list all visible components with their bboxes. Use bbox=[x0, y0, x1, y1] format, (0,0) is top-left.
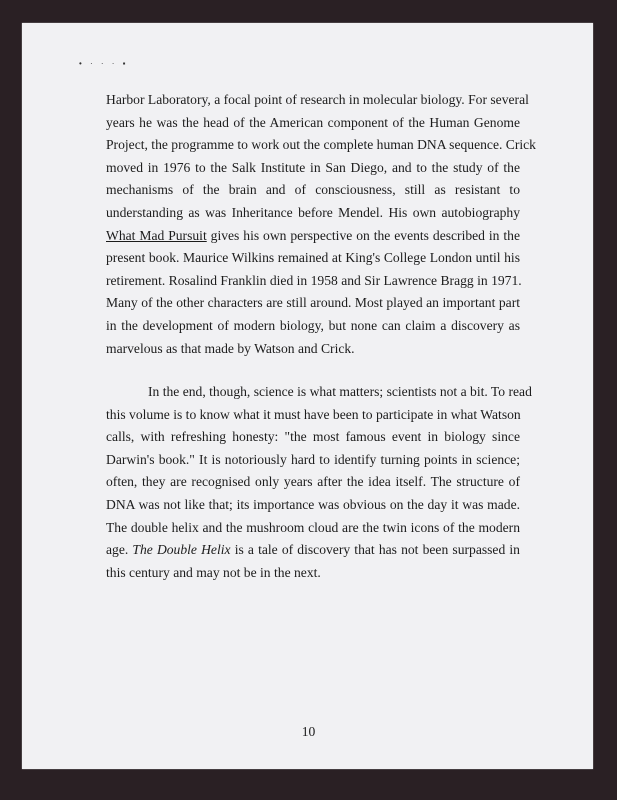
paragraph-2 bbox=[106, 381, 532, 584]
text-line bbox=[106, 292, 520, 315]
text-line bbox=[106, 225, 520, 248]
text-line bbox=[106, 89, 529, 112]
text-line bbox=[106, 202, 520, 225]
text-segment: gives his own perspective on the events described in the bbox=[206, 227, 520, 243]
text-line bbox=[106, 471, 520, 494]
text-segment: Many of the other characters are still around. Most played an important part bbox=[106, 295, 520, 311]
text-segment: understanding as was Inheritance before Mendel. His own autobiography bbox=[106, 204, 520, 220]
text-segment: present book. Maurice Wilkins remained at King's College London until his bbox=[106, 250, 520, 266]
text-line bbox=[106, 315, 520, 338]
text-line bbox=[106, 426, 520, 449]
text-segment: in the development of modern biology, but none can claim a discovery as bbox=[106, 317, 520, 333]
text-line bbox=[106, 247, 520, 270]
text-line bbox=[106, 157, 520, 180]
scan-specks: • · · · ▪ bbox=[79, 59, 129, 68]
text-segment: moved in 1976 to the Salk Institute in San Diego, and to the study of the bbox=[106, 159, 520, 175]
text-segment: this century and may not be in the next. bbox=[106, 564, 321, 580]
text-segment: Project, the programme to work out the complete human DNA sequence. Crick bbox=[106, 137, 536, 153]
text-line bbox=[106, 404, 520, 427]
text-line bbox=[106, 134, 536, 157]
text-segment: this volume is to know what it must have been to participate in what Watson bbox=[106, 406, 521, 422]
text-segment: The double helix and the mushroom cloud are the twin icons of the modern bbox=[106, 519, 520, 535]
text-line bbox=[106, 270, 520, 293]
underlined-title: What Mad Pursuit bbox=[106, 227, 207, 243]
text-segment: DNA was not like that; its importance was obvious on the day it was made. bbox=[106, 496, 520, 512]
text-segment: In the end, though, science is what matters; scientists not a bit. To read bbox=[148, 384, 532, 399]
paragraph-1 bbox=[106, 89, 536, 360]
text-segment: is a tale of discovery that has not been surpassed in bbox=[230, 542, 520, 558]
text-segment: calls, with refreshing honesty: "the most famous event in biology since bbox=[106, 429, 520, 445]
text-segment: years he was the head of the American component of the Human Genome bbox=[106, 114, 520, 130]
text-segment: often, they are recognised only years after the idea itself. The structure of bbox=[106, 474, 520, 490]
text-line bbox=[106, 562, 520, 585]
text-line bbox=[106, 539, 520, 562]
text-segment: mechanisms of the brain and of consciousness, still as resistant to bbox=[106, 182, 520, 198]
italic-title: The Double Helix bbox=[132, 542, 231, 558]
text-line bbox=[106, 517, 520, 540]
text-segment: retirement. Rosalind Franklin died in 1958 and Sir Lawrence Bragg in 1971. bbox=[106, 272, 522, 288]
text-line bbox=[106, 381, 532, 404]
text-line bbox=[106, 449, 520, 472]
text-segment: Harbor Laboratory, a focal point of research in molecular biology. For several bbox=[106, 92, 529, 107]
text-line bbox=[106, 494, 520, 517]
page-number: 10 bbox=[301, 724, 316, 739]
text-line bbox=[106, 179, 520, 202]
text-segment: Darwin's book." It is notoriously hard to identify turning points in science; bbox=[106, 451, 520, 467]
text-segment: marvelous as that made by Watson and Crick. bbox=[106, 340, 355, 356]
text-segment: age. bbox=[106, 542, 133, 558]
text-line bbox=[106, 112, 520, 135]
text-line bbox=[106, 338, 520, 361]
